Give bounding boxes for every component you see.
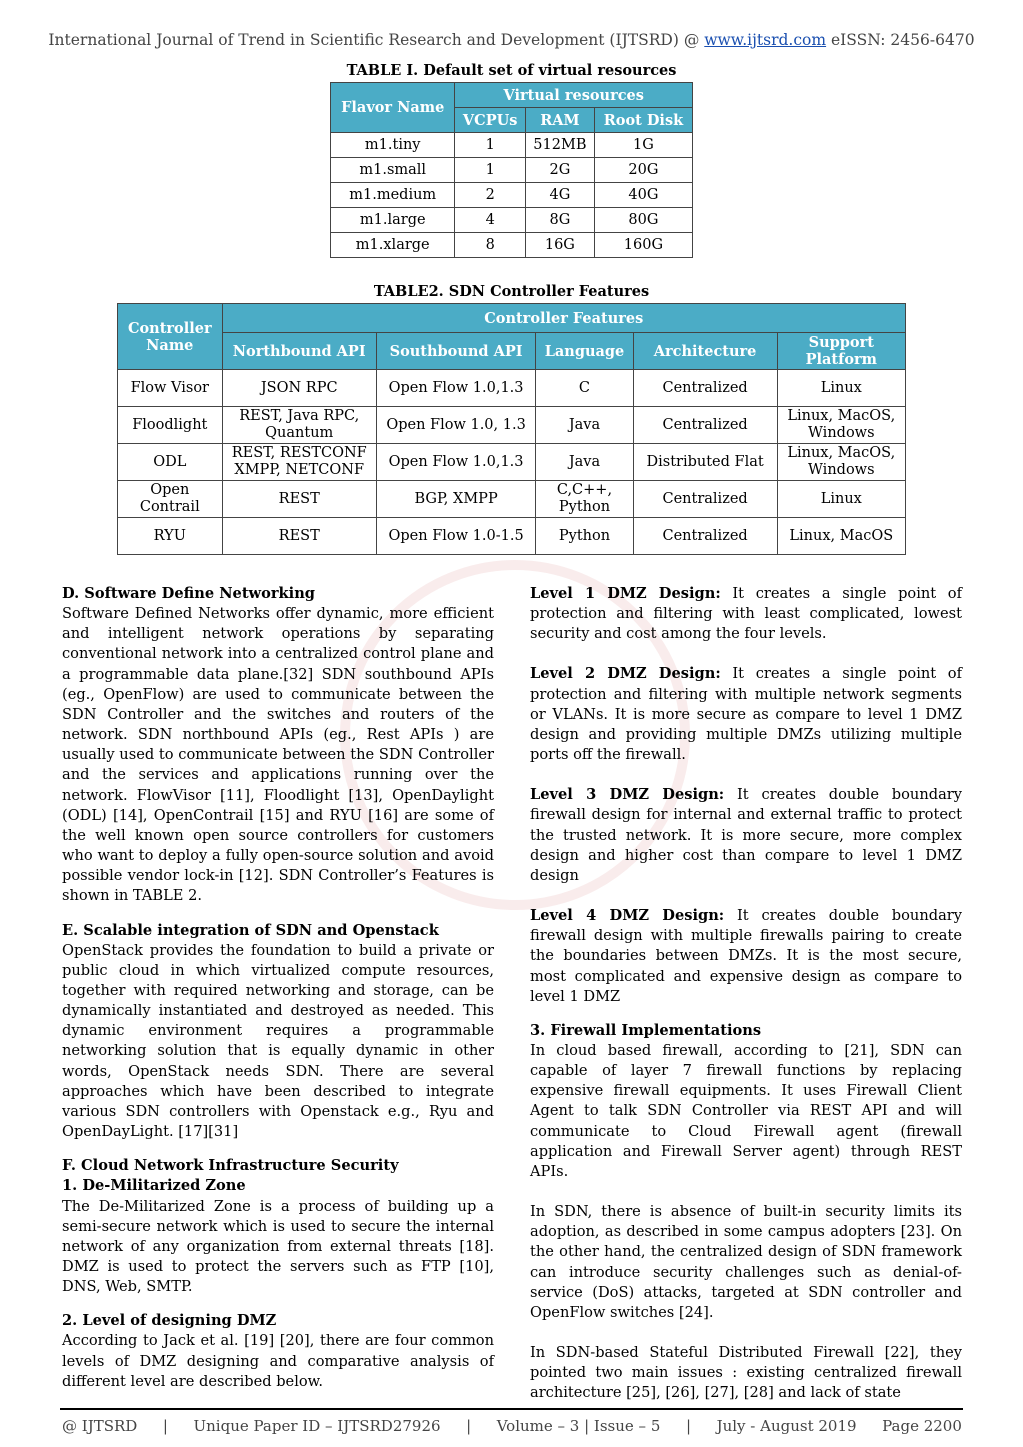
table-cell: C — [536, 370, 633, 407]
level1-text: It creates a single point of protection and filtering with least complicated, lowest security and cost among the four levels. — [530, 585, 962, 643]
table-cell: m1.small — [331, 158, 455, 183]
table-cell: 1 — [455, 133, 525, 158]
table-cell: REST — [222, 518, 376, 555]
table-row — [331, 133, 693, 158]
header-language: Language — [536, 333, 633, 370]
header-flavor-name: Flavor Name — [331, 83, 455, 133]
table-cell: C,C++, Python — [536, 481, 633, 518]
table-cell: 80G — [594, 208, 692, 233]
table-cell: Centralized — [633, 370, 777, 407]
header-issn: eISSN: 2456-6470 — [826, 31, 975, 49]
table-cell: Centralized — [633, 407, 777, 444]
footer-volume: Volume – 3 | Issue – 5 — [496, 1417, 661, 1435]
header-southbound-api: Southbound API — [376, 333, 535, 370]
table-cell: Open Flow 1.0,1.3 — [376, 444, 535, 481]
section-d-body: Software Defined Networks offer dynamic, more efficient and intelligent network operations by separating conventional network into a centralized control plane and a programmable data plane.[32] SDN southbound APIs (eg., OpenFlow) are used to communicate between the SDN Controller and the switches and routers of the network. SDN northbound APIs (eg., Rest APIs ) are usually used to communicate between the SDN Controller and the services and applications running over the network. FlowVisor [11], Floodlight [13], OpenDaylight (ODL) [14], OpenContrail [15] and RYU [16] are some of the well known open source controllers for customers who want to deploy a fully open-source solution and avoid possible vendor lock-in [12]. SDN Controller’s Features is shown in TABLE 2. — [62, 605, 494, 905]
table-cell: 8 — [455, 233, 525, 258]
left-column — [62, 584, 494, 1392]
table-row — [118, 370, 906, 407]
section-e-body: OpenStack provides the foundation to build a private or public cloud in which virtualized compute resources, together with required networking and storage, can be dynamically instantiated and destroyed as needed. This dynamic environment requires a programmable networking solution that is equally dynamic in other words, OpenStack needs SDN. There are several approaches which have been described to integrate various SDN controllers with Openstack e.g., Ryu and OpenDayLight. [17][31] — [62, 941, 494, 1141]
footer-sep: | — [466, 1417, 472, 1435]
footer-journal: @ IJTSRD — [62, 1417, 138, 1435]
table-cell: 20G — [594, 158, 692, 183]
level3-paragraph — [530, 785, 962, 886]
level1-label: Level 1 DMZ Design: — [530, 585, 721, 602]
right-column — [530, 584, 962, 1403]
table-cell: 40G — [594, 183, 692, 208]
table-cell: 16G — [525, 233, 594, 258]
table-cell: m1.xlarge — [331, 233, 455, 258]
table-cell: Python — [536, 518, 633, 555]
level4-text: It creates double boundary firewall design with multiple firewalls pairing to create the boundaries between DMZs. It is the most secure, most complicated and expensive design as compare to level 1 DMZ — [530, 907, 962, 1005]
running-header — [0, 31, 1023, 49]
footer-rule — [60, 1408, 963, 1410]
header-virtual-resources: Virtual resources — [455, 83, 693, 108]
table-cell: 1G — [594, 133, 692, 158]
section-f2-heading: 2. Level of designing DMZ — [62, 1312, 277, 1330]
table-cell: 8G — [525, 208, 594, 233]
level2-paragraph — [530, 664, 962, 765]
section-f-heading: F. Cloud Network Infrastructure Security — [62, 1157, 399, 1175]
table-row — [331, 208, 693, 233]
header-controller-features: Controller Features — [222, 304, 905, 333]
level2-text: It creates a single point of protection and filtering with multiple network segments or VLANs. It is more secure as compare to level 1 DMZ design and providing multiple DMZs utilizing multiple ports off the firewall. — [530, 665, 962, 764]
level3-label: Level 3 DMZ Design: — [530, 786, 725, 804]
table-cell: JSON RPC — [222, 370, 376, 407]
table-cell: Linux, MacOS, Windows — [777, 407, 905, 444]
section-d-heading: D. Software Define Networking — [62, 585, 316, 602]
table-cell: Open Contrail — [118, 481, 223, 518]
footer-sep: | — [685, 1417, 691, 1435]
firewall-paragraph-1: In cloud based firewall, according to [21], SDN can capable of layer 7 firewall functions by replacing expensive firewall equipments. It uses Firewall Client Agent to talk SDN Controller via REST API and will communicate to Cloud Firewall agent (firewall application and Firewall Server agent) through REST APIs. — [530, 1041, 962, 1180]
header-text: International Journal of Trend in Scientific Research and Development (IJTSRD) @ — [48, 31, 705, 49]
table-cell: Distributed Flat — [633, 444, 777, 481]
table1-caption: TABLE I. Default set of virtual resources — [346, 62, 677, 79]
table-row — [118, 407, 906, 444]
table-cell: REST, Java RPC, Quantum — [222, 407, 376, 444]
section-f1-body: The De-Militarized Zone is a process of building up a semi-secure network which is used to secure the internal network of any organization from external threats [18]. DMZ is used to protect the servers such as FTP [10], DNS, Web, SMTP. — [62, 1197, 494, 1296]
table-cell: Centralized — [633, 481, 777, 518]
table-cell: Java — [536, 407, 633, 444]
table-cell: Floodlight — [118, 407, 223, 444]
table-cell: Linux, MacOS, Windows — [777, 444, 905, 481]
table1-body — [331, 133, 693, 258]
section-f1-heading: 1. De-Militarized Zone — [62, 1177, 246, 1195]
table-cell: Linux — [777, 481, 905, 518]
level2-label: Level 2 DMZ Design: — [530, 665, 721, 683]
table-cell: Linux — [777, 370, 905, 407]
header-ram: RAM — [525, 108, 594, 133]
level1-paragraph — [530, 584, 962, 644]
table-cell: 4 — [455, 208, 525, 233]
table-cell: BGP, XMPP — [376, 481, 535, 518]
table2-caption: TABLE2. SDN Controller Features — [373, 283, 650, 300]
table-cell: 4G — [525, 183, 594, 208]
firewall-paragraph-2: In SDN, there is absence of built-in security limits its adoption, as described in some campus adopters [23]. On the other hand, the centralized design of SDN framework can introduce security challenges such as denial-of-service (DoS) attacks, targeted at SDN controller and OpenFlow switches [24]. — [530, 1203, 962, 1321]
section-3-heading: 3. Firewall Implementations — [530, 1021, 762, 1039]
level3-text: It creates double boundary firewall design for internal and external traffic to protect the trusted network. It is more secure, more complex design and higher cost than compare to level 1 DMZ design — [530, 786, 962, 884]
table2-body — [118, 370, 906, 555]
level4-paragraph — [530, 906, 962, 1007]
table-row — [331, 183, 693, 208]
table-cell: RYU — [118, 518, 223, 555]
table-cell: ODL — [118, 444, 223, 481]
virtual-resources-table — [330, 82, 693, 258]
table-row — [331, 158, 693, 183]
header-architecture: Architecture — [633, 333, 777, 370]
table-cell: 512MB — [525, 133, 594, 158]
header-controller-name: Controller Name — [118, 304, 223, 370]
table-cell: Centralized — [633, 518, 777, 555]
table-row — [118, 518, 906, 555]
table-row — [118, 444, 906, 481]
header-root-disk: Root Disk — [594, 108, 692, 133]
header-northbound-api: Northbound API — [222, 333, 376, 370]
table-cell: m1.tiny — [331, 133, 455, 158]
firewall-paragraph-3: In SDN-based Stateful Distributed Firewall [22], they pointed two main issues : existing centralized firewall architecture [25], [26], [27], [28] and lack of state — [530, 1344, 962, 1402]
journal-link[interactable]: www.ijtsrd.com — [704, 31, 827, 49]
table-cell: REST, RESTCONF XMPP, NETCONF — [222, 444, 376, 481]
footer-paper-id: Unique Paper ID – IJTSRD27926 — [193, 1417, 441, 1435]
table-row — [118, 481, 906, 518]
footer-sep: | — [162, 1417, 168, 1435]
sdn-controller-features-table — [117, 303, 906, 555]
header-support-platform: Support Platform — [777, 333, 905, 370]
table-cell: Open Flow 1.0,1.3 — [376, 370, 535, 407]
table-cell: Flow Visor — [118, 370, 223, 407]
section-f2-body: According to Jack et al. [19] [20], there are four common levels of DMZ designing and comparative analysis of different level are described below. — [62, 1332, 494, 1390]
footer — [62, 1417, 962, 1435]
level4-label: Level 4 DMZ Design: — [530, 907, 725, 925]
table-cell: Linux, MacOS — [777, 518, 905, 555]
table-cell: 2G — [525, 158, 594, 183]
footer-date: July - August 2019 — [716, 1417, 857, 1435]
table-cell: Java — [536, 444, 633, 481]
table-cell: 160G — [594, 233, 692, 258]
table-cell: m1.large — [331, 208, 455, 233]
section-e-heading: E. Scalable integration of SDN and Openstack — [62, 921, 439, 939]
table-row — [331, 233, 693, 258]
table-cell: m1.medium — [331, 183, 455, 208]
header-vcpus: VCPUs — [455, 108, 525, 133]
table-cell: 2 — [455, 183, 525, 208]
table-cell: Open Flow 1.0, 1.3 — [376, 407, 535, 444]
table-cell: Open Flow 1.0-1.5 — [376, 518, 535, 555]
table-cell: REST — [222, 481, 376, 518]
footer-page: Page 2200 — [882, 1417, 962, 1435]
table-cell: 1 — [455, 158, 525, 183]
